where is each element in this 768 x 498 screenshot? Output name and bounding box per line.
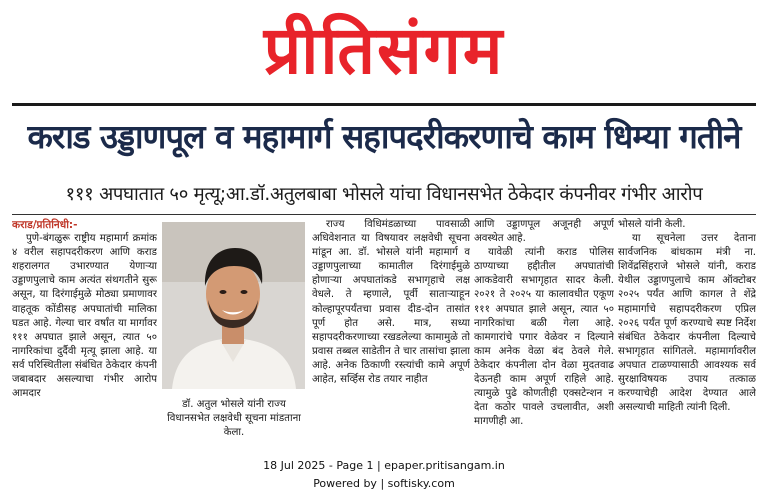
article-column-3 bbox=[474, 218, 614, 450]
article-photo bbox=[162, 222, 305, 389]
column-2-text: राज्य विधिमंडळाच्या पावसाळी अधिवेशनात या विषयावर लक्षवेधी सूचना मांडून आ. डॉ. भोसले यांनी महामार्ग व उड्डाणपुलाच्या कामातील दिरंगाईमुळे होणाऱ्या अपघातांकडे सभागृहाचे लक्ष वेधले. ते म्हणाले, पूर्वी साताऱ्याहून कोल्हापूरपर्यंतचा प्रवास दीड-दोन तासांत पूर्ण होत असे. मात्र, सध्या सहापदरीकरणाच्या रखडलेल्या कामामुळे तो प्रवास तब्बल साडेतीन ते चार तासांचा झाला आहे. अनेक ठिकाणी रस्त्यांची कामे अपूर्ण आहेत, सर्व्हिस रोड तयार नाहीत bbox=[312, 219, 470, 386]
column-1-text: पुणे-बंगळुरू राष्ट्रीय महामार्ग क्रमांक ४ वरील सहापदरीकरण आणि कराड शहरालगत उभारण्यात येणाऱ्या उड्डाणपुलाचे काम अत्यंत संथगतीने सुरू असून, या दिरंगाईमुळे मोठ्या प्रमाणावर वाहतूक कोंडीसह अपघातांची मालिका घडत आहे. गेल्या चार वर्षांत या मार्गावर १११ अपघात झाले असून, त्यात ५० नागरिकांचा दुर्दैवी मृत्यू झाला आहे. या सर्व परिस्थितीला संबंधित ठेकेदार कंपनी जबाबदार असल्याचा गंभीर आरोप आमदार bbox=[12, 233, 157, 400]
epaper-link[interactable]: epaper.pritisangam.in bbox=[384, 459, 505, 472]
article-column-2 bbox=[312, 218, 470, 450]
page-date: 18 Jul 2025 - Page 1 bbox=[263, 459, 374, 472]
masthead bbox=[0, 0, 768, 104]
headline-divider bbox=[12, 214, 756, 215]
column-3-text-part-2: यावेळी त्यांनी कराड पोलिस ठाण्याच्या हद्दीतील अपघातांची आकडेवारी सभागृहात सादर केली. २०२१ ते २०२५ या कालावधीत एकूण १११ अपघात झाले असून, त्यात ५० नागरिकांचा बळी गेला आहे. कामगारांचे पगार वेळेवर न दिल्याने काम अनेक वेळा बंद ठेवले गेले. ठेकेदार कंपनीला दोन वेळा मुदतवाढ देऊनही काम अपूर्ण राहिले आहे. त्यामुळे पुढे कोणतीही एक्सटेन्शन न देता कठोर पावले उचलावीत, अशी मागणीही आ. bbox=[474, 247, 614, 428]
article-subheadline: १११ अपघातात ५० मृत्यू;आ.डॉ.अतुलबाबा भोसले यांचा विधानसभेत ठेकेदार कंपनीवर गंभीर आरोप bbox=[65, 184, 703, 205]
portrait-image bbox=[162, 222, 305, 389]
article-column-1 bbox=[12, 218, 157, 450]
footer-powered-by[interactable]: Powered by | softisky.com bbox=[313, 477, 455, 490]
article-column-4 bbox=[618, 218, 756, 450]
article-headline: कराड उड्डाणपूल व महामार्ग सहापदरीकरणाचे काम धिम्या गतीने bbox=[27, 117, 741, 156]
footer-date-page bbox=[0, 458, 768, 474]
photo-caption: डॉ. अतुल भोसले यांनी राज्य विधानसभेत लक्षवेधी सूचना मांडताना केला. bbox=[167, 399, 301, 438]
column-3-text-part-1: आणि उड्डाणपूल अजूनही अपूर्ण अवस्थेत आहे. bbox=[474, 219, 614, 245]
column-4-text-part-1: भोसले यांनी केली. bbox=[618, 219, 686, 230]
byline: कराड/प्रतिनिधी:- bbox=[12, 219, 78, 231]
masthead-divider bbox=[12, 103, 756, 106]
column-4-text-part-2: या सूचनेला उत्तर देताना सार्वजनिक बांधकाम मंत्री ना. शिवेंद्रसिंहराजे भोसले यांनी, कराड येथील उड्डाणपुलाचे काम ऑक्टोबर २०२५ पर्यंत आणि कागल ते शेंद्रे महामार्गाचे सहापदरीकरण एप्रिल २०२६ पर्यंत पूर्ण करण्याचे स्पष्ट निर्देश संबंधित ठेकेदार कंपनीला दिल्याचे सभागृहात सांगितले. महामार्गावरील अपघात टाळण्यासाठी आवश्यक सर्व सुरक्षाविषयक उपाय तत्काळ करण्याचेही आदेश देण्यात आले असल्याची माहिती त्यांनी दिली. bbox=[618, 233, 756, 414]
newspaper-title: प्रीतिसंगम bbox=[263, 11, 505, 89]
footer-separator: | bbox=[377, 459, 381, 472]
